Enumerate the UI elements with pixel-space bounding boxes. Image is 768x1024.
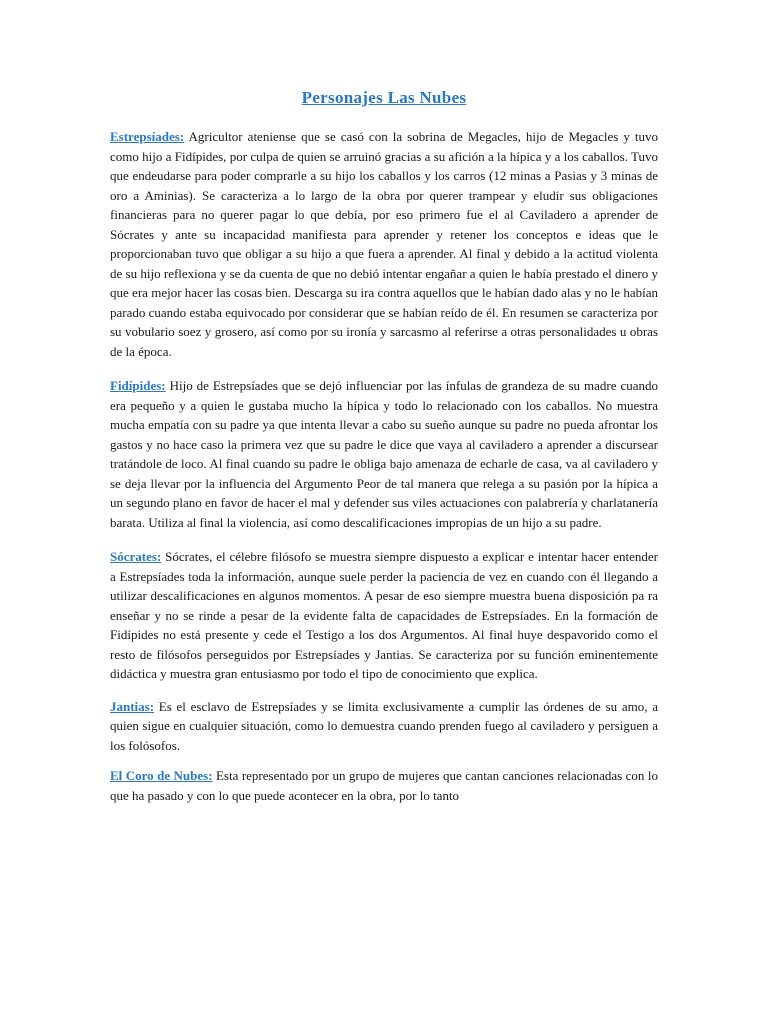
character-description: Sócrates, el célebre filósofo se muestra siempre dispuesto a explicar e intentar hacer entender a Estrepsíades toda la información, aunque suele perder la paciencia de vez en cuando con él llegando a utilizar descalificaciones en algunos momentos. A pesar de eso siempre muestra buena disposición pa ra enseñar y no se rinde a pesar de la evidente falta de capacidades de Estrepsíades. En la formación de Fidípides no está presente y cede el Testigo a los dos Argumentos. Al final huye despavorido como el resto de filósofos perseguidos por Estrepsíades y Jantias. Se caracteriza por su función eminentemente didáctica y muestra gran entusiasmo por todo el tipo de conocimiento que explica. bbox=[110, 549, 658, 681]
character-description: Agricultor ateniense que se casó con la sobrina de Megacles, hijo de Megacles y tuvo como hijo a Fidípides, por culpa de quien se arruinó gracias a su afición a la hípica y a los caballos. Tuvo que endeudarse para poder comprarle a su hijo los caballos y los carros (12 minas a Pasias y 3 minas de oro a Aminias). Se caracteriza a lo largo de la obra por querer trampear y eludir sus obligaciones financieras para no querer pagar lo que debía, por eso primero fue el al Caviladero a aprender de Sócrates y ante su incapacidad manifiesta para aprender y retener los conceptos e ideas que le proporcionaban tuvo que obligar a su hijo a que fuera a aprender. Al final y debido a la actitud violenta de su hijo reflexiona y se da cuenta de que no debió intentar engañar a quien le había prestado el dinero y que era mejor hacer las cosas bien. Descarga su ira contra aquellos que le habían dado alas y no le habían parado cuando estaba equivocado por considerar que se habían reído de él. En resumen se caracteriza por su vobulario soez y grosero, así como por su ironía y sarcasmo al referirse a otras personalidades u obras de la época. bbox=[110, 129, 658, 359]
character-description: Esta representado por un grupo de mujeres que cantan canciones relacionadas con lo que ha pasado y con lo que puede acontecer en la obra, por lo tanto bbox=[110, 768, 658, 803]
character-entry-fidipides bbox=[110, 376, 658, 532]
character-entry-coro-de-nubes bbox=[110, 766, 658, 805]
character-description: Hijo de Estrepsíades que se dejó influenciar por las ínfulas de grandeza de su madre cuando era pequeño y a quien le gustaba mucho la hípica y todo lo relacionado con los caballos. No muestra mucha empatía con su padre ya que intenta llevar a cabo su sueño aunque su padre no pueda afrontar los gastos y no hace caso la primera vez que su padre le dice que vaya al caviladero a aprender a discursear tratándole de loco. Al final cuando su padre le obliga bajo amenaza de echarle de casa, va al caviladero y se deja llevar por la influencia del Argumento Peor de tal manera que relega a su pasión por la hípica a un segundo plano en favor de hacer el mal y defender sus viles actuaciones con palabrería y charlatanería barata. Utiliza al final la violencia, así como descalificaciones impropias de un hijo a su padre. bbox=[110, 378, 658, 530]
document-page bbox=[110, 86, 658, 820]
character-description: Es el esclavo de Estrepsíades y se limita exclusivamente a cumplir las órdenes de su amo, a quien sigue en cualquier situación, como lo demuestra cuando prenden fuego al caviladero y persiguen a los folósofos. bbox=[110, 698, 658, 753]
character-entry-estrepsiades bbox=[110, 127, 658, 361]
character-name: Jantias: bbox=[110, 698, 155, 714]
character-entry-socrates bbox=[110, 547, 658, 684]
document-title: Personajes Las Nubes bbox=[301, 88, 467, 107]
character-name: El Coro de Nubes: bbox=[110, 768, 213, 783]
character-name: Estrepsíades: bbox=[110, 129, 185, 144]
character-name: Fidípides: bbox=[110, 378, 166, 393]
character-entry-jantias bbox=[110, 697, 658, 756]
character-name: Sócrates: bbox=[110, 549, 162, 564]
